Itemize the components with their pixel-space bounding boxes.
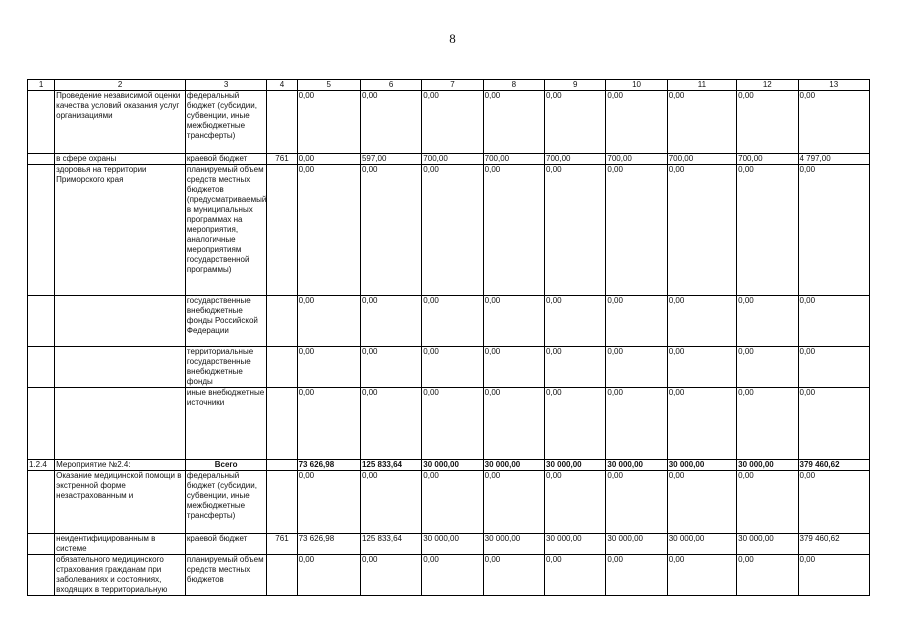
value-cell: 0,00 [545, 165, 606, 296]
value-cell: 0,00 [667, 347, 736, 388]
value-cell: 0,00 [737, 347, 798, 388]
table-row [28, 154, 870, 165]
value-cell: 379 460,62 [798, 460, 870, 471]
funding-source-cell: планируемый объем средств местных бюджетов [185, 555, 266, 596]
value-cell: 0,00 [360, 296, 421, 347]
value-cell: 30 000,00 [545, 460, 606, 471]
activity-name-cell [55, 296, 186, 347]
value-cell: 30 000,00 [545, 534, 606, 555]
value-cell: 125 833,64 [360, 534, 421, 555]
value-cell: 0,00 [798, 555, 870, 596]
code-cell: 761 [267, 534, 297, 555]
value-cell: 0,00 [667, 165, 736, 296]
header-cell: 10 [606, 80, 667, 91]
value-cell: 379 460,62 [798, 534, 870, 555]
value-cell: 0,00 [360, 471, 421, 534]
value-cell: 0,00 [360, 347, 421, 388]
table-body [28, 91, 870, 596]
value-cell: 0,00 [360, 555, 421, 596]
activity-name-cell: неидентифицированным в системе [55, 534, 186, 555]
row-number-cell [28, 534, 55, 555]
table-row [28, 388, 870, 460]
header-cell: 3 [185, 80, 266, 91]
header-cell: 2 [55, 80, 186, 91]
value-cell: 0,00 [606, 347, 667, 388]
activity-name-cell: Проведение независимой оценки качества условий оказания услуг организациями [55, 91, 186, 154]
row-number-cell [28, 388, 55, 460]
code-cell [267, 388, 297, 460]
header-cell: 8 [483, 80, 544, 91]
value-cell: 0,00 [422, 388, 483, 460]
row-number-cell [28, 154, 55, 165]
value-cell: 0,00 [483, 555, 544, 596]
value-cell: 0,00 [798, 91, 870, 154]
value-cell: 0,00 [545, 555, 606, 596]
header-cell: 5 [297, 80, 360, 91]
funding-source-cell: краевой бюджет [185, 154, 266, 165]
header-cell: 1 [28, 80, 55, 91]
value-cell: 700,00 [667, 154, 736, 165]
value-cell: 30 000,00 [483, 534, 544, 555]
value-cell: 30 000,00 [422, 534, 483, 555]
value-cell: 0,00 [483, 165, 544, 296]
value-cell: 30 000,00 [737, 460, 798, 471]
value-cell: 0,00 [483, 347, 544, 388]
value-cell: 0,00 [606, 471, 667, 534]
activity-name-cell: Мероприятие №2.4: [55, 460, 186, 471]
value-cell: 700,00 [606, 154, 667, 165]
table-row [28, 91, 870, 154]
value-cell: 0,00 [483, 296, 544, 347]
value-cell: 0,00 [297, 165, 360, 296]
value-cell: 0,00 [297, 154, 360, 165]
value-cell: 0,00 [483, 471, 544, 534]
value-cell: 0,00 [737, 388, 798, 460]
table-row [28, 460, 870, 471]
code-cell: 761 [267, 154, 297, 165]
table-row [28, 534, 870, 555]
value-cell: 0,00 [606, 388, 667, 460]
value-cell: 73 626,98 [297, 534, 360, 555]
value-cell: 700,00 [545, 154, 606, 165]
value-cell: 0,00 [667, 555, 736, 596]
value-cell: 0,00 [798, 471, 870, 534]
value-cell: 0,00 [545, 347, 606, 388]
value-cell: 0,00 [606, 296, 667, 347]
value-cell: 0,00 [545, 388, 606, 460]
value-cell: 0,00 [483, 91, 544, 154]
row-number-cell [28, 91, 55, 154]
code-cell [267, 460, 297, 471]
header-cell: 7 [422, 80, 483, 91]
value-cell: 0,00 [422, 555, 483, 596]
table-row [28, 347, 870, 388]
value-cell: 0,00 [606, 165, 667, 296]
activity-name-cell: в сфере охраны [55, 154, 186, 165]
value-cell: 0,00 [297, 471, 360, 534]
value-cell: 0,00 [606, 555, 667, 596]
table-row [28, 471, 870, 534]
funding-source-cell: планируемый объем средств местных бюджетов (предусматриваемый в муниципальных программах на мероприятия, аналогичные мероприятиям государственной программы) [185, 165, 266, 296]
value-cell: 0,00 [297, 296, 360, 347]
funding-source-cell: территориальные государственные внебюджетные фонды [185, 347, 266, 388]
row-number-cell: 1.2.4 [28, 460, 55, 471]
code-cell [267, 91, 297, 154]
header-cell: 11 [667, 80, 736, 91]
funding-source-cell: государственные внебюджетные фонды Российской Федерации [185, 296, 266, 347]
value-cell: 0,00 [667, 296, 736, 347]
funding-source-cell: иные внебюджетные источники [185, 388, 266, 460]
budget-table [27, 79, 870, 596]
value-cell: 0,00 [798, 296, 870, 347]
value-cell: 0,00 [297, 91, 360, 154]
code-cell [267, 471, 297, 534]
table-row [28, 296, 870, 347]
value-cell: 0,00 [737, 296, 798, 347]
value-cell: 0,00 [422, 347, 483, 388]
activity-name-cell: Оказание медицинской помощи в экстренной форме незастрахованным и [55, 471, 186, 534]
value-cell: 0,00 [297, 555, 360, 596]
value-cell: 0,00 [737, 471, 798, 534]
value-cell: 30 000,00 [667, 534, 736, 555]
value-cell: 30 000,00 [606, 460, 667, 471]
value-cell: 125 833,64 [360, 460, 421, 471]
value-cell: 0,00 [798, 388, 870, 460]
activity-name-cell [55, 388, 186, 460]
value-cell: 0,00 [667, 91, 736, 154]
activity-name-cell: обязательного медицинского страхования гражданам при заболеваниях и состояниях, входящих в территориальную [55, 555, 186, 596]
activity-name-cell [55, 347, 186, 388]
value-cell: 0,00 [545, 471, 606, 534]
value-cell: 0,00 [297, 347, 360, 388]
code-cell [267, 555, 297, 596]
value-cell: 30 000,00 [483, 460, 544, 471]
value-cell: 0,00 [360, 91, 421, 154]
value-cell: 0,00 [737, 91, 798, 154]
value-cell: 0,00 [297, 388, 360, 460]
value-cell: 0,00 [545, 296, 606, 347]
value-cell: 30 000,00 [422, 460, 483, 471]
value-cell: 0,00 [422, 91, 483, 154]
page-number: 8 [449, 31, 456, 46]
funding-source-cell: Всего [185, 460, 266, 471]
value-cell: 700,00 [737, 154, 798, 165]
value-cell: 30 000,00 [606, 534, 667, 555]
value-cell: 0,00 [422, 165, 483, 296]
code-cell [267, 347, 297, 388]
header-row [28, 80, 870, 91]
header-cell: 9 [545, 80, 606, 91]
value-cell: 30 000,00 [737, 534, 798, 555]
funding-source-cell: федеральный бюджет (субсидии, субвенции, иные межбюджетные трансферты) [185, 471, 266, 534]
value-cell: 0,00 [606, 91, 667, 154]
code-cell [267, 165, 297, 296]
header-cell: 12 [737, 80, 798, 91]
value-cell: 0,00 [798, 347, 870, 388]
header-cell: 4 [267, 80, 297, 91]
value-cell: 597,00 [360, 154, 421, 165]
activity-name-cell: здоровья на территории Приморского края [55, 165, 186, 296]
value-cell: 30 000,00 [667, 460, 736, 471]
funding-source-cell: краевой бюджет [185, 534, 266, 555]
value-cell: 0,00 [360, 388, 421, 460]
row-number-cell [28, 165, 55, 296]
code-cell [267, 296, 297, 347]
header-cell: 6 [360, 80, 421, 91]
value-cell: 0,00 [360, 165, 421, 296]
value-cell: 700,00 [483, 154, 544, 165]
value-cell: 0,00 [422, 471, 483, 534]
value-cell: 0,00 [798, 165, 870, 296]
value-cell: 73 626,98 [297, 460, 360, 471]
value-cell: 0,00 [422, 296, 483, 347]
value-cell: 0,00 [737, 165, 798, 296]
table-row [28, 165, 870, 296]
value-cell: 0,00 [545, 91, 606, 154]
value-cell: 700,00 [422, 154, 483, 165]
funding-source-cell: федеральный бюджет (субсидии, субвенции, иные межбюджетные трансферты) [185, 91, 266, 154]
value-cell: 0,00 [737, 555, 798, 596]
row-number-cell [28, 555, 55, 596]
row-number-cell [28, 347, 55, 388]
header-cell: 13 [798, 80, 870, 91]
row-number-cell [28, 471, 55, 534]
row-number-cell [28, 296, 55, 347]
value-cell: 0,00 [483, 388, 544, 460]
value-cell: 4 797,00 [798, 154, 870, 165]
value-cell: 0,00 [667, 471, 736, 534]
value-cell: 0,00 [667, 388, 736, 460]
table-row [28, 555, 870, 596]
